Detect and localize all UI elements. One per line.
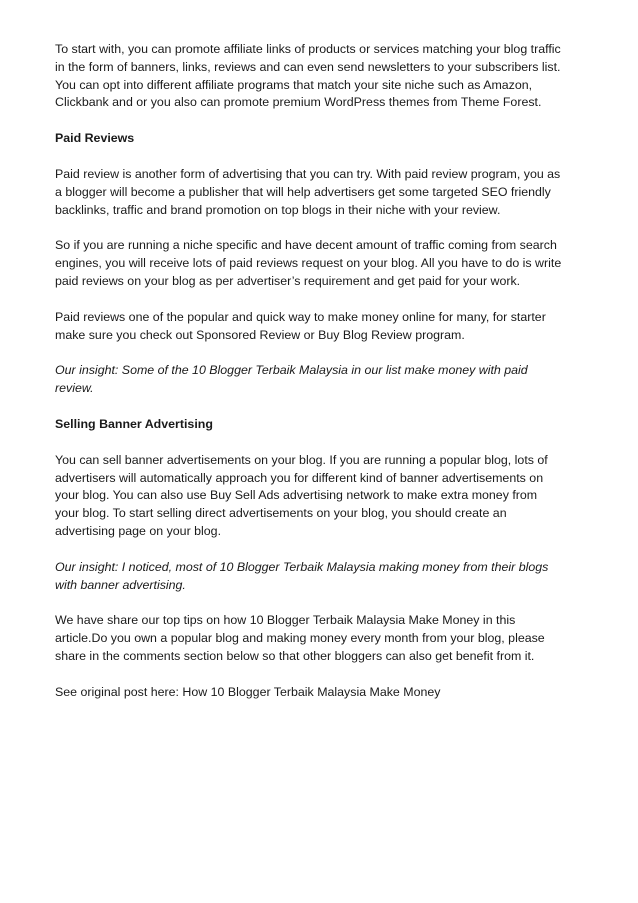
paragraph — [55, 452, 603, 541]
text-line: article.Do you own a popular blog and making money every month from your blog, please — [55, 631, 545, 646]
paragraph — [55, 166, 603, 219]
text-line: To start with, you can promote affiliate links of products or services matching your blog traffic — [55, 42, 561, 56]
text-line: engines, you will receive lots of paid reviews request on your blog. All you have to do is write — [55, 256, 562, 271]
text-line: backlinks, traffic and brand promotion on top blogs in their niche with your review. — [55, 202, 501, 217]
document-page — [55, 41, 603, 720]
text-line: your blog. You can also use Buy Sell Ads advertising network to make extra money from — [55, 488, 538, 503]
paragraph — [55, 41, 603, 112]
section-heading — [55, 130, 603, 148]
text-line: Our insight: I noticed, most of 10 Blogger Terbaik Malaysia making money from their blogs — [55, 559, 549, 574]
text-line: with banner advertising. — [55, 577, 186, 592]
paragraph — [55, 612, 603, 665]
insight-note — [55, 559, 603, 595]
text-line: You can sell banner advertisements on your blog. If you are running a popular blog, lots of — [55, 452, 548, 467]
text-line: See original post here: How 10 Blogger Terbaik Malaysia Make Money — [55, 684, 441, 699]
text-line: Paid review is another form of advertising that you can try. With paid review program, you as — [55, 166, 561, 181]
text-line: paid reviews on your blog as per advertiser’s requirement and get paid for your work. — [55, 273, 521, 288]
paragraph — [55, 237, 603, 290]
text-line: Clickbank and or you also can promote premium WordPress themes from Theme Forest. — [55, 95, 542, 110]
text-line: in the form of banners, links, reviews and can even send newsletters to your subscribers list. — [55, 59, 561, 74]
text-line: advertising page on your blog. — [55, 523, 222, 538]
text-line: a blogger will become a publisher that will help advertisers get some targeted SEO friendly — [55, 184, 551, 199]
text-line: We have share our top tips on how 10 Blogger Terbaik Malaysia Make Money in this — [55, 613, 516, 628]
section-heading — [55, 416, 603, 434]
text-line: your blog. To start selling direct advertisements on your blog, you should create an — [55, 506, 507, 521]
text-line: You can opt into different affiliate programs that match your site niche such as Amazon, — [55, 77, 533, 92]
insight-note — [55, 362, 603, 398]
text-line: Paid Reviews — [55, 131, 135, 146]
text-line: advertisers will automatically approach you for different kind of banner advertisements on — [55, 470, 544, 485]
paragraph — [55, 684, 603, 702]
text-line: Paid reviews one of the popular and quick way to make money online for many, for starter — [55, 309, 546, 324]
text-line: So if you are running a niche specific and have decent amount of traffic coming from search — [55, 238, 557, 253]
paragraph — [55, 309, 603, 345]
text-line: Selling Banner Advertising — [55, 416, 213, 431]
text-line: Our insight: Some of the 10 Blogger Terbaik Malaysia in our list make money with paid — [55, 363, 528, 378]
text-line: review. — [55, 381, 94, 396]
text-line: share in the comments section below so that other bloggers can also get benefit from it. — [55, 648, 535, 663]
text-line: make sure you check out Sponsored Review or Buy Blog Review program. — [55, 327, 465, 342]
